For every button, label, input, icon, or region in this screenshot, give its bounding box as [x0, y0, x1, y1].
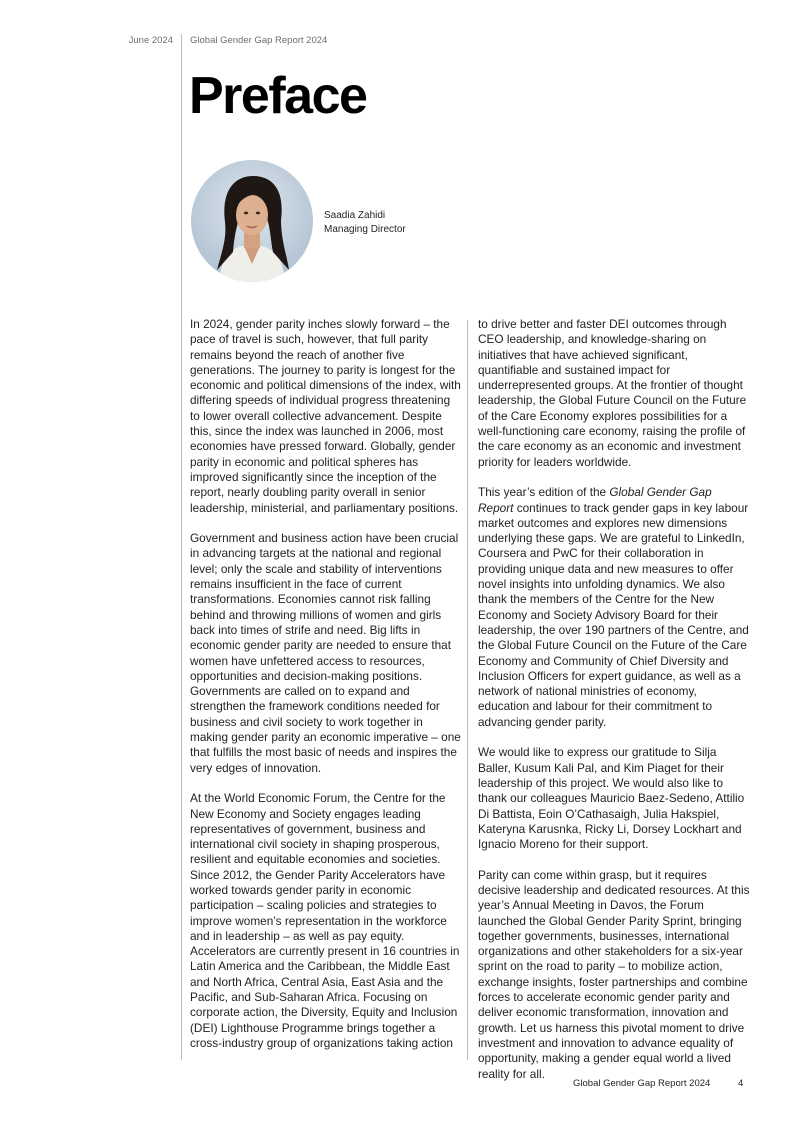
author-name: Saadia Zahidi	[324, 210, 386, 221]
right-text-column	[478, 317, 750, 1082]
report-title-italic: Global Gender Gap Report	[478, 485, 712, 515]
paragraph-text: This year’s edition of the	[478, 485, 610, 500]
paragraph: In 2024, gender parity inches slowly forward – the pace of travel is such, however, that full parity remains beyond the reach of another five generations. The journey to parity is longest for the economic and political dimensions of the index, with differing speeds of individual progress threatening to lower overall collective advancement. Despite this, since the index was launched in 2006, most economies have pressed forward. Globally, gender parity in economic and political spheres has improved significantly since the inception of the report, nearly doubling parity overall in senior leadership, ministerial, and parliamentary positions.	[190, 317, 461, 515]
header-report-title: Global Gender Gap Report 2024	[190, 35, 328, 46]
paragraph: We would like to express our gratitude to Silja Baller, Kusum Kali Pal, and Kim Piaget for their leadership of this project. We would also like to thank our colleagues Mauricio Baez-Sedeno, Attilio Di Battista, Eoin O’Cathasaigh, Julia Hakspiel, Kateryna Karusnka, Ricky Li, Dorsey Lockhart and Ignacio Moreno for their support.	[478, 745, 745, 852]
page-number: 4	[738, 1078, 744, 1089]
paragraph: to drive better and faster DEI outcomes through CEO leadership, and knowledge-sharing on initiatives that have achieved significant, quantifiable and sustained impact for underrepresented groups. At the frontier of thought leadership, the Global Future Council on the Future of the Care Economy explores possibilities for a well-functioning care economy, raising the profile of the care economy as an economic and investment priority for leaders worldwide.	[478, 317, 747, 469]
paragraph	[478, 485, 750, 730]
author-role: Managing Director	[324, 224, 406, 235]
author-portrait	[191, 160, 313, 282]
paragraph: Parity can come within grasp, but it requires decisive leadership and dedicated resources. At this year’s Annual Meeting in Davos, the Forum launched the Global Gender Parity Sprint, bringing together governments, businesses, international organizations and other stakeholders for a six-year sprint on the road to parity – to mobilize action, exchange insights, foster partnerships and combine forces to accelerate economic gender parity and deliver economic transformation, innovation and growth. Let us harness this pivotal moment to drive investment and innovation to advance equality of opportunity, making a gender equal world a lived reality for all.	[478, 867, 750, 1081]
left-vertical-rule	[181, 34, 182, 1060]
footer-report-title: Global Gender Gap Report 2024	[573, 1078, 711, 1089]
page-title: Preface	[189, 67, 367, 125]
portrait-photo-icon	[191, 160, 313, 282]
paragraph-text: continues to track gender gaps in key labour market outcomes and explores new dimensions underlying these gaps. We are grateful to LinkedIn, Coursera and PwC for their collaboration in providing unique data and new measures to offer novel insights into unfolding dynamics. We also thank the members of the Centre for the New Economy and Society Advisory Board for their leadership, the over 190 partners of the Centre, and the Global Future Council on the Future of the Care Economy and Community of Chief Diversity and Inclusion Officers for expert guidance, as well as a network of national ministries of economy, education and labour for their commitment to advancing gender parity.	[478, 500, 749, 729]
left-text-column	[190, 317, 462, 1051]
header-date: June 2024	[128, 35, 173, 46]
column-divider-rule	[467, 320, 468, 1060]
paragraph: At the World Economic Forum, the Centre for the New Economy and Society engages leading representatives of government, business and international civil society in shaping prosperous, resilient and equitable economies and societies. Since 2012, the Gender Parity Accelerators have worked towards gender parity in economic participation – scaling policies and strategies to improve women’s representation in the workforce and in leadership – as well as pay equity. Accelerators are currently present in 16 countries in Latin America and the Caribbean, the Middle East and North Africa, Central Asia, East Asia and the Pacific, and Sub-Saharan Africa. Focusing on corporate action, the Diversity, Equity and Inclusion (DEI) Lighthouse Programme brings together a cross-industry group of organizations taking action	[190, 791, 460, 1050]
paragraph: Government and business action have been crucial in advancing targets at the national and regional level; only the scale and stability of interventions remains insufficient in the face of current transformations. Economies cannot risk falling behind and throwing millions of women and girls back into times of strife and need. Big lifts in economic gender parity are needed to ensure that women have unfettered access to resources, opportunities and decision-making positions. Governments are called on to expand and strengthen the framework conditions needed for business and civil society to work together in making gender parity an economic imperative – one that fulfills the most basic of needs and inspires the very edges of innovation.	[190, 531, 461, 775]
